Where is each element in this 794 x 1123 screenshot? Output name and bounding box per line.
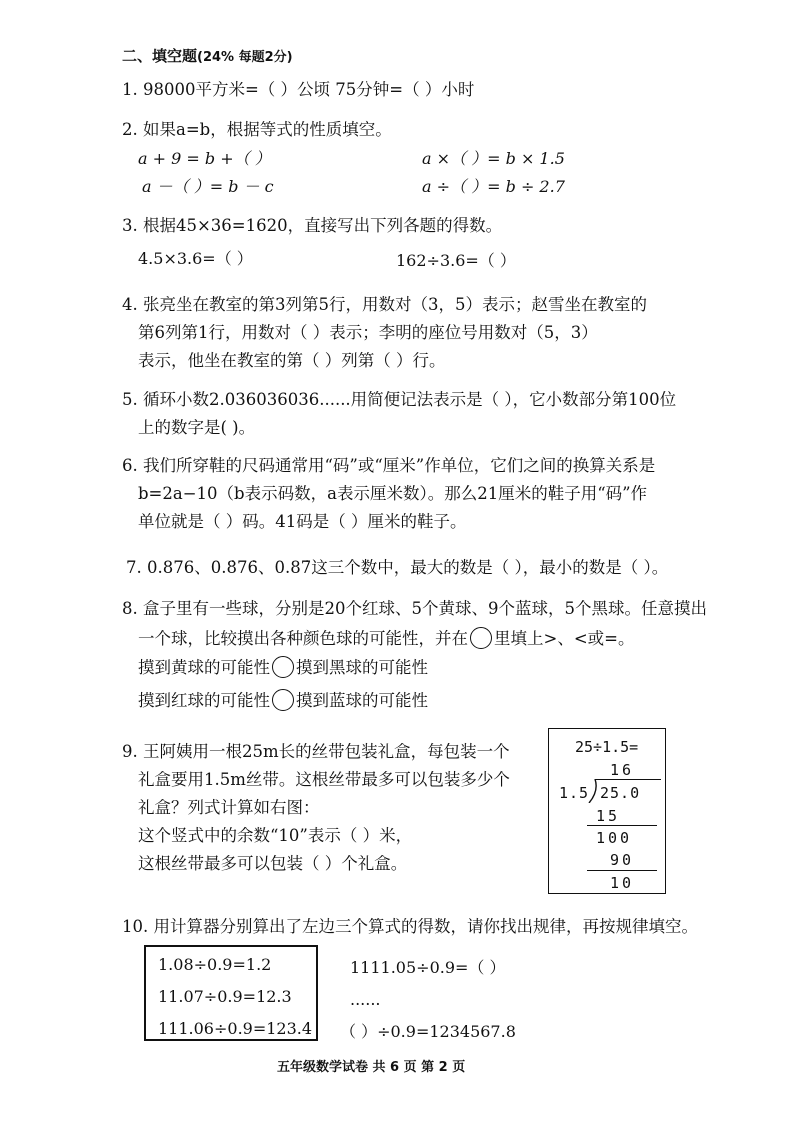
division-expression: 25÷1.5= <box>575 738 639 756</box>
pattern-line-2: 11.07÷0.9=12.3 <box>158 987 292 1006</box>
question-8-compare-2 <box>138 689 428 711</box>
question-10-stem: 10. 用计算器分别算出了左边三个算式的得数，请你找出规律，再按规律填空。 <box>122 917 698 936</box>
question-8-line-2b: 里填上>、<或=。 <box>494 629 635 648</box>
question-9-line-3: 礼盒？列式计算如右图： <box>138 798 320 817</box>
question-6-line-1: 6. 我们所穿鞋的尺码通常用“码”或“厘米”作单位，它们之间的换算关系是 <box>122 456 656 475</box>
section-note: (24% 每题2分) <box>197 50 293 65</box>
question-8-line-2a: 一个球，比较摸出各种颜色球的可能性，并在 <box>138 629 468 648</box>
label-red-ball: 摸到红球的可能性 <box>138 691 270 710</box>
question-2-eq-2b: a ÷（ ）= b ÷ 2.7 <box>422 177 565 196</box>
division-quotient: 16 <box>610 761 635 779</box>
division-line-2 <box>587 870 657 871</box>
division-line-1 <box>587 825 657 826</box>
question-4-line-3: 表示，他坐在教室的第（ ）列第（ ）行。 <box>138 351 446 370</box>
question-9-line-4: 这个竖式中的余数“10”表示（ ）米， <box>138 826 413 845</box>
pattern-box <box>144 945 318 1041</box>
division-remainder-1: 100 <box>596 829 633 847</box>
answer-circle-example <box>470 627 492 649</box>
question-5-line-1: 5. 循环小数2.036036036......用简便记法表示是（ ），它小数部分第100位 <box>122 390 677 409</box>
question-2-eq-1a: a + 9 = b +（ ） <box>138 149 271 168</box>
division-bracket-curve <box>587 779 599 803</box>
label-blue-ball: 摸到蓝球的可能性 <box>296 691 428 710</box>
label-black-ball: 摸到黑球的可能性 <box>296 658 428 677</box>
question-6-line-3: 单位就是（ ）码。41码是（ ）厘米的鞋子。 <box>138 512 467 531</box>
question-2-eq-2a: a －（ ）= b － c <box>142 177 274 196</box>
question-4-line-2: 第6列第1行，用数对（ ）表示；李明的座位号用数对（5，3） <box>138 323 598 342</box>
long-division-box <box>548 728 666 894</box>
question-7: 7. 0.876、0.8̇76̇、0.87̇这三个数中，最大的数是（ ），最小的数是（ ）。 <box>126 558 669 577</box>
division-subtract-1: 15 <box>596 807 621 825</box>
label-yellow-ball: 摸到黄球的可能性 <box>138 658 270 677</box>
question-9-line-2: 礼盒要用1.5m丝带。这根丝带最多可以包装多少个 <box>138 770 510 789</box>
division-remainder-2: 10 <box>610 874 635 892</box>
question-9-line-1: 9. 王阿姨用一根25m长的丝带包装礼盒，每包装一个 <box>122 742 510 761</box>
question-10-fill-1: 1111.05÷0.9=（ ） <box>350 958 506 977</box>
answer-circle-1[interactable] <box>272 656 294 678</box>
question-2-stem: 2. 如果a=b，根据等式的性质填空。 <box>122 120 392 139</box>
question-3-b: 162÷3.6=（ ） <box>396 251 516 270</box>
division-subtract-2: 90 <box>610 851 635 869</box>
question-10-ellipsis: ...... <box>350 990 381 1009</box>
page-footer: 五年级数学试卷 共 6 页 第 2 页 <box>277 1060 466 1075</box>
question-1: 1. 98000平方米=（ ）公顷 75分钟=（ ）小时 <box>122 80 475 99</box>
question-5-line-2: 上的数字是( )。 <box>138 418 256 437</box>
section-heading <box>122 46 293 68</box>
pattern-line-1: 1.08÷0.9=1.2 <box>158 955 272 974</box>
division-bracket-top <box>595 779 661 780</box>
question-2-eq-1b: a ×（ ）= b × 1.5 <box>422 149 565 168</box>
question-10-fill-2: （ ）÷0.9=1234567.8 <box>340 1022 516 1041</box>
question-8-compare-1 <box>138 656 428 678</box>
question-4-line-1: 4. 张亮坐在教室的第3列第5行，用数对（3，5）表示；赵雪坐在教室的 <box>122 295 647 314</box>
pattern-line-3: 111.06÷0.9=123.4 <box>158 1019 313 1038</box>
question-6-line-2: b=2a−10（b表示码数，a表示厘米数）。那么21厘米的鞋子用“码”作 <box>138 484 648 503</box>
answer-circle-2[interactable] <box>272 689 294 711</box>
division-divisor: 1.5 <box>559 784 590 802</box>
question-8-line-2 <box>138 627 634 649</box>
section-title: 二、填空题 <box>122 47 198 65</box>
question-3-a: 4.5×3.6=（ ） <box>138 249 253 268</box>
question-3-stem: 3. 根据45×36=1620，直接写出下列各题的得数。 <box>122 216 503 235</box>
question-9-line-5: 这根丝带最多可以包装（ ）个礼盒。 <box>138 854 408 873</box>
question-8-line-1: 8. 盒子里有一些球，分别是20个红球、5个黄球、9个蓝球，5个黑球。任意摸出 <box>122 599 707 618</box>
division-dividend: 25.0 <box>600 784 641 802</box>
